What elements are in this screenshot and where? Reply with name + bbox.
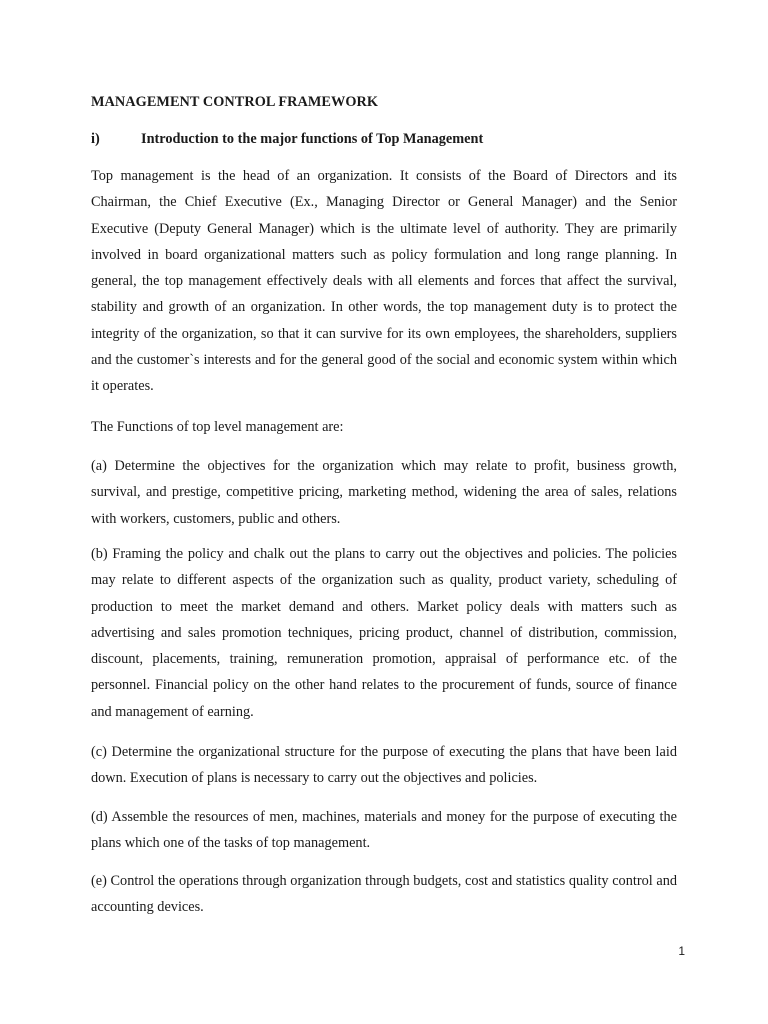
document-title: MANAGEMENT CONTROL FRAMEWORK [91, 94, 379, 110]
section-number: i) [91, 131, 100, 147]
page-number: 1 [678, 944, 685, 958]
paragraph-function-c: (c) Determine the organizational structure for the purpose of executing the plans that have been laid down. Execution of plans is necessary to carry out the objectives and policies. [91, 744, 677, 787]
paragraph-function-b: (b) Framing the policy and chalk out the plans to carry out the objectives and policies. The policies may relate to different aspects of the organization such as quality, product variety, scheduling of production to meet the market demand and others. Market policy deals with matters such as advertising and sales promotion techniques, pricing product, channel of distribution, commission, discount, placements, training, remuneration promotion, appraisal of performance etc. of the personnel. Financial policy on the other hand relates to the procurement of funds, source of finance and management of earning. [91, 546, 677, 720]
paragraph-intro: Top management is the head of an organization. It consists of the Board of Directors and its Chairman, the Chief Executive (Ex., Managing Director or General Manager) and the Senior Executive (Deputy General Manager) which is the ultimate level of authority. They are primarily involved in board organizational matters such as policy formulation and long range planning. In general, the top management effectively deals with all elements and forces that affect the survival, stability and growth of an organization. In other words, the top management duty is to protect the integrity of the organization, so that it can survive for its own employees, the shareholders, suppliers and the customer`s interests and for the general good of the social and economic system within which it operates. [91, 168, 677, 395]
paragraph-function-e: (e) Control the operations through organization through budgets, cost and statistics quality control and accounting devices. [91, 873, 677, 916]
paragraph-functions-intro: The Functions of top level management are: [91, 419, 344, 435]
section-heading-text: Introduction to the major functions of Top Management [141, 131, 484, 147]
paragraph-function-a: (a) Determine the objectives for the organization which may relate to profit, business growth, survival, and prestige, competitive pricing, marketing method, widening the area of sales, relations with workers, customers, public and others. [91, 458, 677, 527]
paragraph-function-d: (d) Assemble the resources of men, machines, materials and money for the purpose of executing the plans which one of the tasks of top management. [91, 809, 677, 852]
